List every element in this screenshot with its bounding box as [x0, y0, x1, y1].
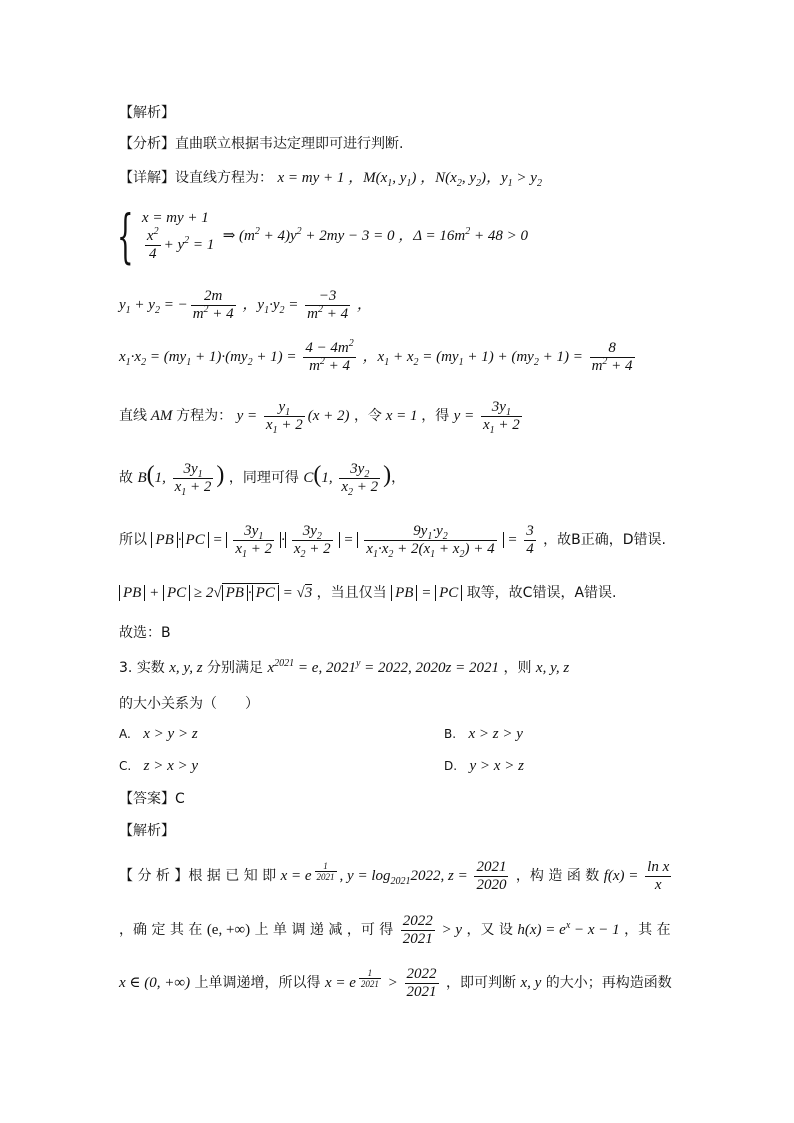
- section-header-analysis: 【解析】: [119, 105, 175, 121]
- analysis2-text-7: 上单调递增，所以得: [194, 975, 321, 992]
- analysis2-text-8: ，即可判断: [446, 975, 516, 992]
- equation-system: [117, 202, 528, 270]
- analysis2-text-6: ，其 在: [624, 922, 671, 939]
- inequality-cond: ，当且仅当: [316, 585, 387, 601]
- option-b-label: B.: [444, 727, 457, 741]
- line-am-equation: 直线 AM 方程为： y = $\frac{y_1}{x_1 + 2}$ (x + 2) ，令 x = 1 ，得 y = $\frac{3y_1}{x_1 + 2}$: [119, 399, 520, 437]
- section-header-analysis-2: 【解析】: [119, 823, 175, 839]
- analysis2-text-9: 的大小；再构造函数: [545, 975, 672, 992]
- option-c-expr: z > x > y: [143, 758, 199, 774]
- option-d-label: D.: [444, 759, 458, 773]
- product-label: 所以: [119, 532, 147, 549]
- analysis2-text-4: 上 单 调 递 减 ，可 得: [254, 922, 394, 939]
- option-a-label: A.: [119, 727, 131, 741]
- line-am-let: ，令: [353, 408, 382, 425]
- option-c-label: C.: [119, 759, 132, 773]
- sum-product-line: $y_1 + y_2$ = − $\frac{2m}{m^2 + 4}$ ，$y_1\cdot y_2$ = $\frac{-3}{m^2 + 4}$ ，: [119, 288, 372, 323]
- line-am-mid: 方程为：: [176, 408, 233, 425]
- option-b-expr: x > z > y: [468, 726, 523, 742]
- analysis2-text-1: 【 分 析 】根 据 已 知 即: [119, 868, 277, 885]
- option-a-expr: x > y > z: [143, 726, 198, 742]
- question-text-1: 实数: [136, 660, 165, 676]
- analysis2-text-2: ，构 造 函 数: [515, 868, 600, 885]
- analysis2-text-5: ，又 设: [466, 922, 513, 939]
- option-a[interactable]: [119, 727, 198, 742]
- product-distance-line: 所以 PB · PC = $\frac{3y_1}{x_1 + 2}$ · $\frac{3y_2}{x_2 + 2}$ = $\frac{9y_1\cdot y_2}{x_1\cdot x_2 + 2(x_1 + x_2) + 4}$ = $\frac{3}{4}$ ，故B正确，D错误.: [119, 523, 666, 561]
- question-text-2: 分别满足: [207, 660, 264, 676]
- product-conclusion: ，故B正确，D错误.: [543, 532, 666, 549]
- inequality-conclusion: 取等，故C错误，A错误.: [466, 585, 617, 601]
- choose-line: 故选：B: [119, 625, 171, 641]
- points-label: 故: [119, 470, 133, 487]
- option-b[interactable]: [444, 727, 523, 742]
- question-number: 3.: [119, 660, 133, 676]
- line-am-get: ，得: [421, 408, 450, 425]
- detail-line: [119, 170, 542, 189]
- analysis2-line2: ，确 定 其 在 (e, +∞) 上 单 调 递 减 ，可 得 $\frac{2022}{2021}$ > y ，又 设 $h(x) = e^x - x - 1$ ，其 在: [119, 913, 671, 948]
- detail-formula: x = my + 1 ，$M(x_1$, $y_1$) ，$N(x_2$, $y_2$)，$y_1 > y_2$: [277, 170, 542, 189]
- system-eq1: x = my + 1: [141, 209, 209, 226]
- system-eq2: $\frac{x^2}{4}$ + $y^2 = 1$: [146, 226, 215, 263]
- option-d-expr: y > x > z: [469, 758, 524, 774]
- analysis2-text-3: ，确 定 其 在: [119, 922, 203, 939]
- question-text-3: ，则: [503, 660, 532, 676]
- points-mid: ，同理可得: [228, 470, 299, 487]
- system-result: ⇒ $(m^2 + 4)y^2 + 2my - 3 = 0$ ，$\Delta = 16m^2 + 48 > 0$: [222, 225, 528, 244]
- x-product-sum-line: $x_1\cdot x_2 = (my_1 + 1)\cdot(my_2 + 1)$ = $\frac{4 - 4m^2}{m^2 + 4}$ ，$x_1 + x_2 = (my_1 + 1) + (my_2 + 1)$ = $\frac{8}{m^2 + 4}$: [119, 338, 633, 375]
- analysis2-line1: 【 分 析 】根 据 已 知 即 x = e $^{\frac{1}{2021}}$ , $y = \log_{2021}2022$, z = $\frac{2021}{2020}$ ，构 造 函 数 f(x) = $\frac{\text{ln x}}{x}$: [119, 859, 670, 894]
- line-am-label: 直线: [119, 408, 147, 425]
- analysis2-line3: x ∈ (0, +∞) 上单调递增，所以得 x = e $^{\frac{1}{2021}}$ > $\frac{2022}{2021}$ ，即可判断 x, y 的大小；再构造函数: [119, 966, 672, 1001]
- option-c[interactable]: [119, 759, 198, 774]
- points-bc-line: 故 B(1, $\frac{3y_1}{x_1 + 2}$ ) ，同理可得 C(1, $\frac{3y_2}{x_2 + 2}$ )，: [119, 461, 406, 499]
- answer-line: 【答案】C: [119, 791, 185, 807]
- detail-label: 【详解】设直线方程为：: [119, 170, 273, 186]
- question-3-line2: 的大小关系为（ ）: [119, 696, 259, 712]
- inequality-line: PB + PC ≥ 2√ PB · PC = √3 ，当且仅当 PB = PC 取等，故C错误，A错误.: [119, 586, 617, 601]
- analysis-paragraph: 【分析】直曲联立根据韦达定理即可进行判断.: [119, 136, 404, 152]
- left-brace: {: [117, 202, 134, 270]
- option-d[interactable]: [444, 759, 524, 774]
- question-3-line1: 3. 实数 x, y, z 分别满足 $x^{2021} = e$, $2021^y = 2022$, 2020z = 2021 ，则 x, y, z: [119, 658, 570, 676]
- system-lines: [142, 209, 214, 264]
